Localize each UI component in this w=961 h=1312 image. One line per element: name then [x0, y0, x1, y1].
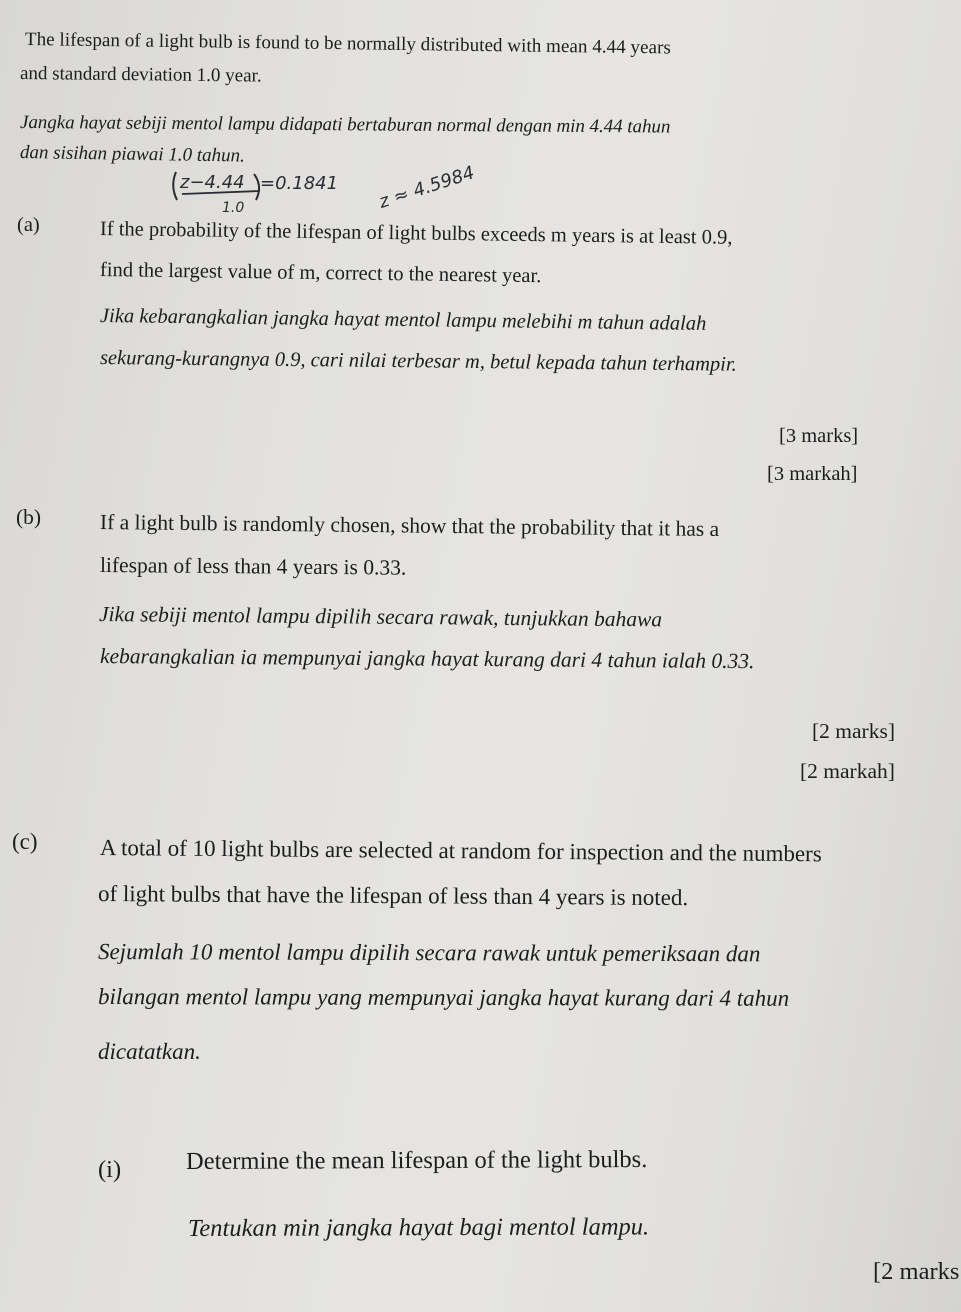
- part-c-i-label: (i): [98, 1156, 122, 1183]
- part-b-marks-en: [2 marks]: [812, 719, 895, 743]
- part-b-marks-ms: [2 markah]: [800, 759, 895, 783]
- part-b-ms-line-1: Jika sebiji mentol lampu dipilih secara rawak, tunjukkan bahawa: [98, 602, 663, 632]
- svg-text:z ≈ 4.5984: z ≈ 4.5984: [376, 162, 478, 213]
- svg-text:z−4.44: z−4.44: [180, 172, 245, 193]
- intro-en-line-2: and standard deviation 1.0 year.: [19, 63, 262, 87]
- intro-ms-line-2: dan sisihan piawai 1.0 tahun.: [19, 142, 245, 167]
- part-c-en-line-2: of light bulbs that have the lifespan of less than 4 years is noted.: [97, 881, 689, 911]
- part-a-ms-line-2: sekurang-kurangnya 0.9, cari nilai terbesar m, betul kepada tahun terhampir.: [99, 347, 737, 376]
- part-b-ms-line-2: kebarangkalian ia mempunyai jangka hayat kurang dari 4 tahun ialah 0.33.: [99, 644, 755, 674]
- part-b-en-line-1: If a light bulb is randomly chosen, show that the probability that it has a: [99, 510, 720, 542]
- part-b-en-line-2: lifespan of less than 4 years is 0.33.: [99, 553, 407, 580]
- part-c-en-line-1: A total of 10 light bulbs are selected at random for inspection and the numbers: [99, 835, 822, 867]
- part-a-marks-en: [3 marks]: [779, 425, 859, 447]
- part-a-ms-line-1: Jika kebarangkalian jangka hayat mentol lampu melebihi m tahun adalah: [99, 305, 707, 335]
- intro-en-line-1: The lifespan of a light bulb is found to be normally distributed with mean 4.44 years: [24, 29, 671, 59]
- part-c-ms-line-1: Sejumlah 10 mentol lampu dipilih secara rawak untuk pemeriksaan dan: [97, 939, 761, 967]
- handwritten-working-2: [376, 150, 512, 225]
- part-a-en-line-2: find the largest value of m, correct to the nearest year.: [99, 259, 542, 288]
- part-c-i-en: Determine the mean lifespan of the light bulbs.: [185, 1145, 648, 1175]
- part-c-i-marks: [2 marks: [873, 1258, 960, 1285]
- part-c-label: (c): [12, 829, 38, 854]
- part-a-en-line-1: If the probability of the lifespan of light bulbs exceeds m years is at least 0.9,: [99, 218, 733, 249]
- part-c-i-ms: Tentukan min jangka hayat bagi mentol lampu.: [187, 1213, 650, 1242]
- part-a-marks-ms: [3 markah]: [767, 463, 858, 485]
- part-c-ms-line-3: dicatatkan.: [98, 1039, 201, 1064]
- svg-text:1.0: 1.0: [222, 200, 245, 216]
- svg-text:=0.1841: =0.1841: [260, 173, 339, 194]
- intro-ms-line-1: Jangka hayat sebiji mentol lampu didapati bertaburan normal dengan min 4.44 tahun: [19, 112, 671, 138]
- part-c-ms-line-2: bilangan mentol lampu yang mempunyai jangka hayat kurang dari 4 tahun: [97, 984, 790, 1011]
- part-b-label: (b): [16, 505, 42, 529]
- part-a-label: (a): [17, 214, 40, 236]
